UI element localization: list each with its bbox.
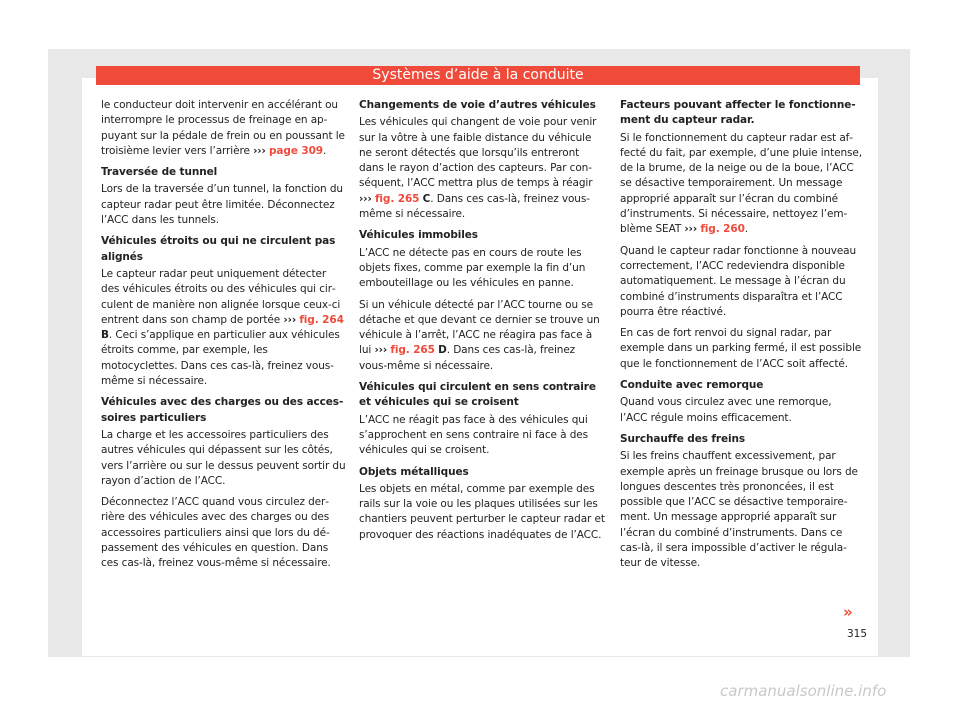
paragraph: Lors de la traversée d’un tunnel, la fonction du capteur radar peut être limitée. Déconnectez l’ACC dans les tunnels. (101, 183, 343, 227)
paragraph: Quand vous circulez avec une remorque, l’ACC régule moins efficacement. (620, 396, 832, 424)
figure-letter: D (438, 344, 447, 357)
paragraph-text: Le capteur radar peut uniquement détecter des véhicules étroits ou des véhicules qui circulent de manière non alignée lorsque ceux-ci entrent dans son champ de portée (101, 267, 341, 326)
figure-reference-link[interactable]: fig. 265 (374, 192, 420, 205)
paragraph-text: Si un véhicule détecté par l’ACC tourne ou se détache et que devant ce dernier se trouve un véhicule à l’arrêt, l’ACC ne réagira pas face à lui (359, 298, 600, 357)
paragraph: La charge et les accessoires particuliers des autres véhicules qui dépassent sur les côtés, vers l’arrière ou sur le dessus peuvent sortir du rayon d’action de l’ACC. (101, 428, 346, 487)
heading-trailer: Conduite avec remorque (620, 379, 764, 392)
heading-lane-change: Changements de voie d’autres véhicules (359, 99, 596, 111)
paragraph: Déconnectez l’ACC quand vous circulez derrière des véhicules avec des charges ou des accessoires particuliers ainsi que lors du dépassement des véhicules en question. Dans ces cas-là, freinez vous-même si nécessaire. (101, 496, 331, 570)
paragraph: Si les freins chauffent excessivement, par exemple après un freinage brusque ou lors de longues descentes très prononcées, il est possible que l’ACC se désactive temporairement. Un message approprié apparaît sur l’écran du combiné d’instruments. Dans ce cas-là, il sera impossible d’activer le régulateur de vitesse. (620, 450, 858, 570)
heading-narrow-vehicles: Véhicules étroits ou qui ne circulent pas alignés (101, 235, 336, 263)
text-column-2 (359, 98, 605, 549)
text-column-1 (101, 98, 347, 578)
heading-metal-objects: Objets métalliques (359, 465, 469, 478)
paragraph-text: . Dans ces cas-là, freinez vous-même si nécessaire. (359, 192, 590, 221)
figure-reference-link[interactable]: fig. 265 (390, 344, 435, 357)
paragraph: L’ACC ne détecte pas en cours de route les objets fixes, comme par exemple la fin d’un embouteillage ou les véhicules en panne. (359, 246, 586, 290)
paragraph: Si le fonctionnement du capteur radar est affecté du fait, par exemple, d’une pluie intense, de la brume, de la neige ou de la boue, l’ACC se désactive temporairement. Un message approprié apparaît sur l’écran du combiné d’instruments. Si nécessaire, nettoyez l’emblème SEAT ››› fig. 260. (620, 131, 863, 236)
paragraph: Quand le capteur radar fonctionne à nouveau correctement, l’ACC redeviendra disponible automatiquement. Le message à l’écran du combiné d’instruments disparaîtra et l’ACC pourra être réactivé. (620, 244, 857, 318)
figure-reference-link[interactable]: fig. 264 (299, 313, 344, 326)
figure-reference-link[interactable]: fig. 260 (700, 223, 745, 236)
heading-oncoming-vehicles: Véhicules qui circulent en sens contraire et véhicules qui se croisent (359, 381, 596, 409)
watermark: carmanualsonline.info (720, 682, 887, 700)
reference-arrow-icon: ››› (359, 192, 372, 205)
paragraph-text: . Ceci s’applique en particulier aux véhicules étroits comme, par exemple, les motocyclettes. Dans ces cas-là, freinez vous-même si nécessaire. (101, 329, 340, 388)
page-number: 315 (847, 628, 868, 640)
paragraph-text: le conducteur doit intervenir en accélérant ou interrompre le processus de freinage en appuyant sur la pédale de frein ou en poussant le troisième levier vers l’arrière (101, 99, 345, 157)
page-reference-link[interactable]: page 309 (269, 144, 324, 157)
heading-tunnel: Traversée de tunnel (101, 166, 218, 179)
continue-arrow-icon: » (843, 603, 853, 621)
reference-arrow-icon: ››› (283, 313, 297, 326)
heading-stationary-vehicles: Véhicules immobiles (359, 229, 478, 242)
reference-arrow-icon: ››› (684, 223, 698, 236)
heading-radar-factors: Facteurs pouvant affecter le fonctionnement du capteur radar. (620, 99, 856, 127)
heading-brake-overheat: Surchauffe des freins (620, 432, 746, 445)
reference-arrow-icon: ››› (374, 344, 388, 357)
paragraph: Les objets en métal, comme par exemple des rails sur la voie ou les plaques utilisées sur les chantiers peuvent perturber le capteur radar et provoquer des réactions inadéquates de l’ACC. (359, 482, 605, 541)
paragraph: En cas de fort renvoi du signal radar, par exemple dans un parking fermé, il est possible que le fonctionnement de l’ACC soit affecté. (620, 327, 862, 370)
paragraph: L’ACC ne réagit pas face à des véhicules qui s’approchent en sens contraire ni face à des véhicules qui se croisent. (359, 413, 589, 457)
paragraph-text: Si le fonctionnement du capteur radar est affecté du fait, par exemple, d’une pluie intense, de la brume, de la neige ou de la boue, l’ACC se désactive temporairement. Un message approprié apparaît sur l’écran du combiné d’instruments. Si nécessaire, nettoyez l’emblème SEAT (620, 131, 863, 236)
paragraph (359, 115, 605, 222)
paragraph: le conducteur doit intervenir en accélérant ou interrompre le processus de freinage en appuyant sur la pédale de frein ou en poussant le troisième levier vers l’arrière ››› page 309. (101, 99, 345, 157)
reference-arrow-icon: ››› (253, 144, 266, 157)
paragraph-text: Les véhicules qui changent de voie pour venir sur la vôtre à une faible distance du véhicule ne seront détectés que lorsqu’ils entreront dans le rayon d’action des capteurs. Par conséquent, l’ACC mettra plus de temps à réagir (359, 116, 597, 190)
heading-loads: Véhicules avec des charges ou des accessoires particuliers (101, 396, 344, 424)
text-column-3 (620, 98, 862, 578)
paragraph (101, 267, 347, 389)
figure-letter: B (101, 329, 109, 342)
figure-letter: C (422, 192, 431, 205)
section-header: Systèmes d’aide à la conduite (96, 66, 860, 85)
paragraph-text: . Dans ces cas-là, freinez vous-même si nécessaire. (359, 344, 576, 372)
paragraph (359, 298, 605, 374)
